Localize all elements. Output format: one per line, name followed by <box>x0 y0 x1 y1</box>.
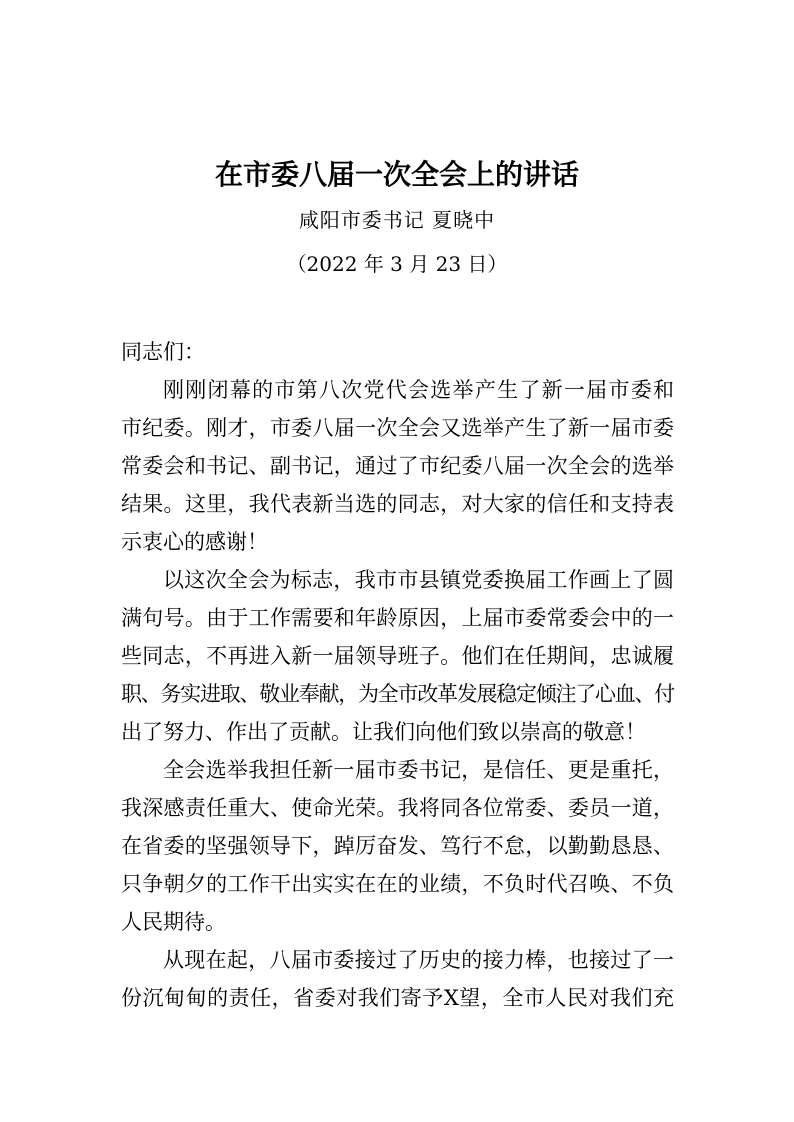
paragraph-line: 满句号。由于工作需要和年龄原因，上届市委常委会中的一 <box>121 606 674 630</box>
paragraph-line: 示衷心的感谢！ <box>121 530 268 554</box>
paragraph <box>121 371 674 561</box>
paragraph-line: 我深感责任重大、使命光荣。我将同各位常委、委员一道， <box>121 796 674 820</box>
paragraph-line: 刚刚闭幕的市第八次党代会选举产生了新一届市委和 <box>163 378 674 402</box>
author-line: 咸阳市委书记 夏晓中 <box>298 208 496 232</box>
document-title: 在市委八届一次全会上的讲话 <box>214 158 579 191</box>
paragraph-line: 在省委的坚强领导下，踔厉奋发、笃行不怠，以勤勤恳恳、 <box>121 834 674 858</box>
paragraph-line: 全会选举我担任新一届市委书记，是信任、更是重托， <box>163 758 674 782</box>
paragraph-line: 职、务实进取、敬业奉献，为全市改革发展稳定倾注了心血、付 <box>121 682 674 706</box>
paragraph-line: 常委会和书记、副书记，通过了市纪委八届一次全会的选举 <box>121 454 674 478</box>
paragraph <box>121 941 674 1017</box>
paragraph-line: 从现在起，八届市委接过了历史的接力棒，也接过了一 <box>163 948 674 972</box>
paragraph-line: 些同志，不再进入新一届领导班子。他们在任期间，忠诚履 <box>121 644 674 668</box>
paragraph-line: 只争朝夕的工作干出实实在在的业绩，不负时代召唤、不负 <box>121 872 674 896</box>
paragraph-line: 以这次全会为标志，我市市县镇党委换届工作画上了圆 <box>163 568 674 592</box>
paragraph-line: 市纪委。刚才，市委八届一次全会又选举产生了新一届市委 <box>121 416 674 440</box>
paragraph-line: 结果。这里，我代表新当选的同志，对大家的信任和支持表 <box>121 492 674 516</box>
salutation: 同志们： <box>121 340 205 364</box>
paragraph <box>121 751 674 941</box>
paragraph-line: 人民期待。 <box>121 910 226 934</box>
paragraph-line: 出了努力、作出了贡献。让我们向他们致以崇高的敬意！ <box>121 720 646 744</box>
date-line: （2022 年 3 月 23 日） <box>286 252 508 276</box>
paragraph <box>121 561 674 751</box>
paragraph-line: 份沉甸甸的责任，省委对我们寄予X望，全市人民对我们充 <box>121 986 674 1010</box>
speech-body <box>121 333 674 1017</box>
